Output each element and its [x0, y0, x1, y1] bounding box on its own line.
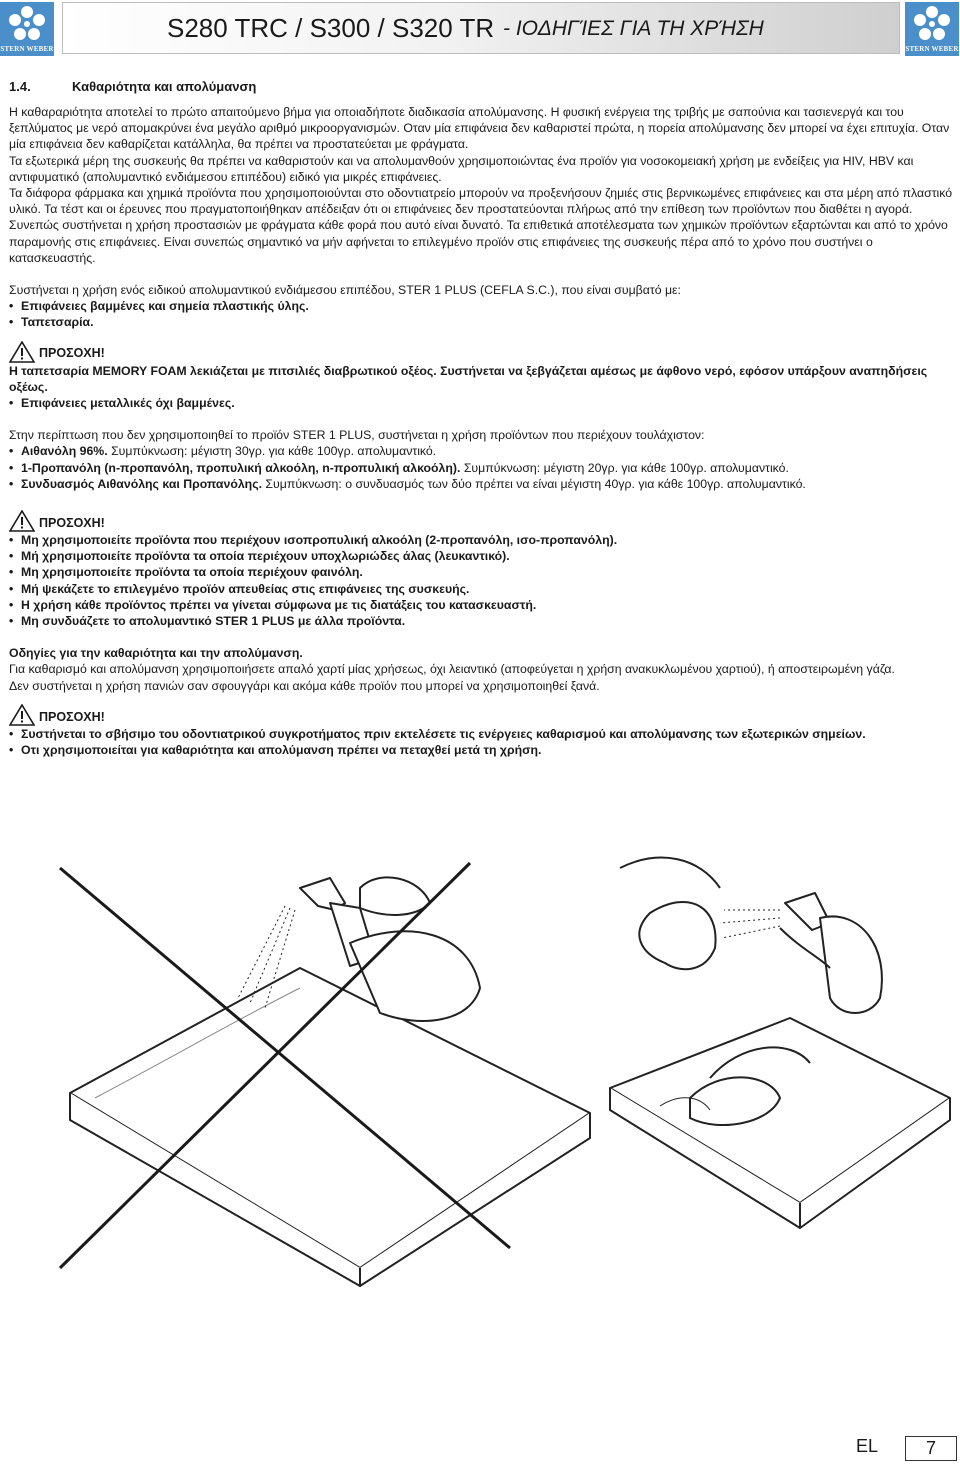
flower-logo-icon [7, 5, 47, 45]
prohibitions-list [9, 532, 959, 629]
warning-heading [9, 508, 959, 532]
correct-method-drawing [610, 858, 950, 1228]
document-subtitle: - ΙΟΔΗΓΊΕΣ ΓΙΑ ΤΗ ΧΡΉΣΗ [503, 17, 764, 40]
cleaning-illustration [0, 848, 960, 1288]
metal-list [9, 395, 959, 411]
logo-brand-text: STERN WEBER [905, 45, 959, 53]
stern-weber-logo-right [905, 2, 959, 56]
alternatives-intro: Στην περίπτωση που δεν χρησιμοποιηθεί το προϊόν STER 1 PLUS, συστήνεται η χρήση προϊόντων που περιέχουν τουλάχιστον: [9, 428, 705, 443]
list-item: • Μη χρησιμοποιείτε προϊόντα τα οποία περιέχουν φαινόλη. [9, 564, 959, 580]
warning-triangle-icon [9, 704, 35, 726]
list-item: • Η χρήση κάθε προϊόντος πρέπει να γίνεται σύμφωνα με τις διατάξεις του κατασκευαστή. [9, 597, 959, 613]
product-name: Αιθανόλη 96%. [21, 444, 108, 459]
section-number: 1.4. [9, 79, 31, 94]
intro-paragraph: Τα διάφορα φάρμακα και χημικά προϊόντα που χρησιμοποιούνται στο οδοντιατρείο μπορούν να προξενήσουν ζημιές στις βερνικωμένες επιφάνειες και στα μέρη από πλαστικό υλικό. Τα τέστ και οι έρευνες που πραγματοποιήθηκαν απέδειξαν ότι οι επιφάνειες δεν προστατεύονται πλήρως από την επίθεση των προϊόντων που διαθέτει η αγορά. Συνεπώς συστήνεται η χρήση προστασιών με φράγματα κάθε φορά που αυτό είναι δυνατό. Τα επιθετικά αποτέλεσματα των χημικών προϊόντων εξαρτώνται και από το χρόνο παραμονής στις επιφάνειες. Είναι συνεπώς σημαντικό να μήν αφήνεται το επιλεγμένο προϊόν στις επιφάνειες της συσκευής πέρα από το χρόνο που συστήνει ο κατασκευαστής. [9, 186, 953, 265]
page-number: 7 [905, 1436, 957, 1461]
instructions-title: Οδηγίες για την καθαριότητα και την απολύμανση. [9, 646, 303, 661]
product-detail: Συμπύκνωση: μέγιστη 20γρ. για κάθε 100γρ. απολυμαντικό. [460, 460, 789, 475]
list-item [9, 443, 959, 459]
list-item: • Συστήνεται το σβήσιμο του οδοντιατρικού συγκροτήματος πριν εκτελέσετε τις ενέργειες καθαρισμού και απολύμανσης των εξωτερικών σημείων. [9, 726, 959, 742]
warning-label: ΠΡΟΣΟΧΗ! [39, 709, 105, 724]
product-name: Συνδυασμός Αιθανόλης και Προπανόλης. [21, 476, 263, 491]
ster-compatible-list [9, 298, 959, 330]
title-banner [62, 2, 900, 54]
list-item: • Μη συνδυάζετε το απολυμαντικό STER 1 PLUS με άλλα προϊόντα. [9, 613, 959, 629]
instructions-line: Για καθαρισμό και απολύμανση χρησιμοποιήσετε απαλό χαρτί μίας χρήσεως, όχι λειαντικό (αποφεύγεται η χρήση ανακυκλωμένου χαρτιού), ή αποστειρωμένη γάζα. [9, 662, 895, 677]
wrong-method-drawing [60, 863, 590, 1286]
product-detail: Συμπύκνωση: ο συνδυασμός των δύο πρέπει να είναι μέγιστη 40γρ. για κάθε 100γρ. απολυμαντικό. [262, 476, 806, 491]
list-item: • Επιφάνειες μεταλλικές όχι βαμμένες. [9, 395, 959, 411]
list-item [9, 476, 959, 492]
alternatives-list [9, 443, 959, 492]
warning-heading [9, 702, 959, 726]
intro-paragraph: Τα εξωτερικά μέρη της συσκευής θα πρέπει να καθαριστούν και να απολυμανθούν χρησιμοποιώντας ένα προϊόν για νοσοκομειακή χρήση με ενδείξεις για HIV, HBV και αντιφυματικό (απολυμαντικό ενδιάμεσου επιπέδου) ειδικό για μικρές επιφάνειες. [9, 153, 914, 184]
product-detail: Συμπύκνωση: μέγιστη 30γρ. για κάθε 100γρ. απολυμαντικό. [107, 444, 437, 459]
shutdown-list [9, 726, 959, 758]
flower-logo-icon [912, 5, 952, 45]
warning-label: ΠΡΟΣΟΧΗ! [39, 346, 105, 361]
warning-heading [9, 339, 959, 363]
list-item: • Επιφάνειες βαμμένες και σημεία πλαστικής ύλης. [9, 298, 959, 314]
list-item: • Ταπετσαρία. [9, 314, 959, 330]
list-item: • Μη χρησιμοποιείτε προϊόντα που περιέχουν ισοπροπυλική αλκοόλη (2-προπανόλη, ισο-προπανόλη). [9, 532, 959, 548]
warning-triangle-icon [9, 510, 35, 532]
stern-weber-logo [0, 2, 54, 56]
product-name: 1-Προπανόλη (n-προπανόλη, προπυλική αλκοόλη, n-προπυλική αλκοόλη). [21, 460, 461, 475]
warning-label: ΠΡΟΣΟΧΗ! [39, 515, 105, 530]
section-heading [9, 79, 256, 94]
page-header [0, 0, 960, 60]
list-item [9, 460, 959, 476]
list-item: • Μή ψεκάζετε το επιλεγμένο προϊόν απευθείας στις επιφάνειες της συσκευής. [9, 581, 959, 597]
language-code: EL [856, 1436, 879, 1456]
intro-paragraph: Η καθαραριότητα αποτελεί το πρώτο απαιτούμενο βήμα για οποιαδήποτε διαδικασία απολύμανσης. Η φυσική ενέργεια της τριβής με σαπούνια και τασιενεργά και του ξεπλύματος με νερό απομακρύνει ένα μεγάλο αριθμό μικροοργανισμών. Οταν μία επιφάνεια δεν καθαριστεί πρώτα, η πορεία απολύμανσης δεν μπορεί να έχει επιτυχία. Οταν μία επιφάνεια δεν καθαρίζεται κατάλληλα, θα πρέπει να προστατεύεται με φράγματα. [9, 105, 950, 152]
list-item: • Οτι χρησιμοποιείται για καθαριότητα και απολύμανση πρέπει να πεταχθεί μετά τη χρήση. [9, 742, 959, 758]
warning-triangle-icon [9, 341, 35, 363]
ster-intro: Συστήνεται η χρήση ενός ειδικού απολυμαντικού ενδιάμεσου επιπέδου, STER 1 PLUS (CEFLA S.C.), που είναι συμβατό με: [9, 283, 681, 298]
document-body [9, 104, 959, 758]
warning-text: Η ταπετσαρία MEMORY FOAM λεκιάζεται με πιτσιλιές διαβρωτικού οξέος. Συστήνεται να ξεβγάζεται αμέσως με άφθονο νερό, εφόσον υπάρξουν αναπηδήσεις οξέως. [9, 363, 928, 394]
model-title: S280 TRC / S300 / S320 TR [167, 13, 495, 43]
logo-brand-text: STERN WEBER [0, 45, 54, 53]
list-item: • Μή χρησιμοποιείτε προϊόντα τα οποία περιέχουν υποχλωριώδες άλας (λευκαντικό). [9, 548, 959, 564]
section-title: Καθαριότητα και απολύμανση [72, 79, 257, 94]
instructions-line: Δεν συστήνεται η χρήση πανιών σαν σφουγγάρι και ακόμα κάθε προϊόν που μπορεί να χρησιμοποιηθεί ξανά. [9, 678, 600, 693]
